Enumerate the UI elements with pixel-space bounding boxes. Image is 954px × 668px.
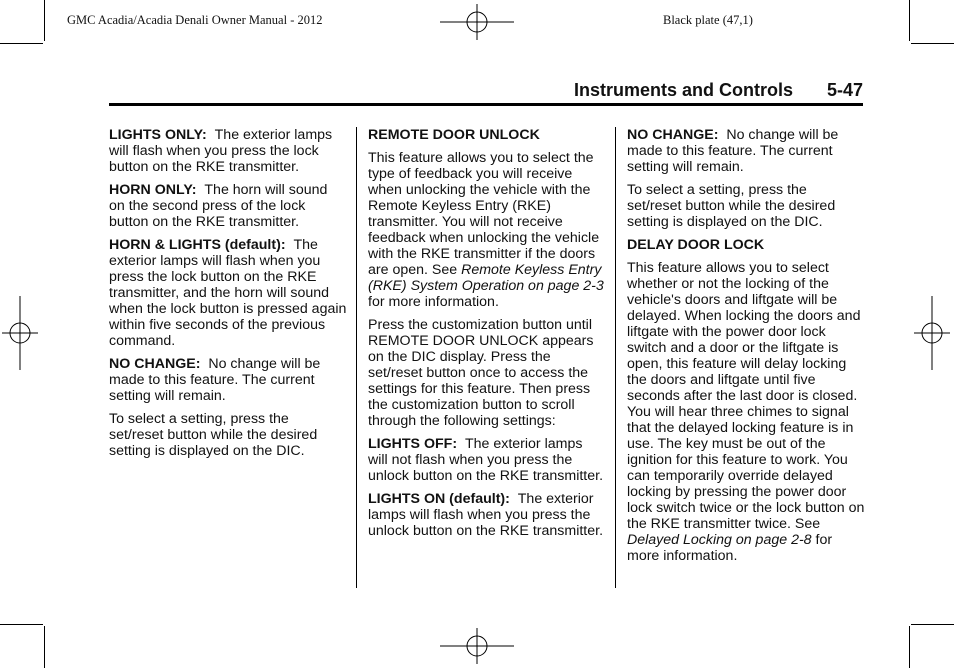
column-2 <box>368 127 606 546</box>
cross-reference-link[interactable]: Remote Keyless Entry (RKE) System Operation on page 2-3 <box>368 262 604 294</box>
paragraph <box>368 150 606 310</box>
setting-text: No change will be made to this feature. The current setting will remain. <box>627 127 839 175</box>
paragraph <box>109 356 347 404</box>
setting-text: The horn will sound on the second press of the lock button on the RKE transmitter. <box>109 182 328 230</box>
crop-mark <box>0 43 43 44</box>
crop-mark <box>0 624 43 625</box>
paragraph <box>627 182 865 230</box>
column-3 <box>627 127 865 571</box>
setting-term: NO CHANGE: <box>109 356 201 372</box>
setting-text: The exterior lamps will flash when you press the lock button on the RKE transmitter, and the horn will sound when the lock button is pressed again within five seconds of the previous command. <box>109 237 347 349</box>
body-text: To select a setting, press the set/reset button while the desired setting is displayed on the DIC. <box>627 182 836 230</box>
paragraph <box>627 127 865 175</box>
registration-mark-icon <box>914 296 950 370</box>
registration-mark-icon <box>440 4 514 40</box>
page-header <box>109 79 863 106</box>
paragraph <box>109 127 347 175</box>
setting-term: HORN & LIGHTS (default): <box>109 237 286 253</box>
paragraph <box>109 411 347 459</box>
manual-title: GMC Acadia/Acadia Denali Owner Manual - 2012 <box>67 13 323 27</box>
section-title: Instruments and Controls <box>573 80 793 100</box>
paragraph <box>109 182 347 230</box>
crop-mark <box>911 43 954 44</box>
paragraph <box>368 317 606 429</box>
column-divider <box>356 127 357 588</box>
column-divider <box>615 127 616 588</box>
body-text: This feature allows you to select the type of feedback you will receive when unlocking the vehicle with the Remote Keyless Entry (RKE) transmitter. You will not receive feedback when unlocking the vehicle with the RKE transmitter if the doors are open. See <box>368 150 600 278</box>
crop-mark <box>909 626 910 668</box>
crop-mark <box>44 0 45 41</box>
setting-text: The exterior lamps will flash when you press the unlock button on the RKE transmitter. <box>368 491 604 539</box>
crop-mark <box>909 0 910 41</box>
paragraph <box>627 260 865 564</box>
setting-text: The exterior lamps will flash when you press the lock button on the RKE transmitter. <box>109 127 333 175</box>
setting-term: LIGHTS ON (default): <box>368 491 510 507</box>
paragraph <box>627 237 865 253</box>
setting-term: LIGHTS ONLY: <box>109 127 207 143</box>
body-text: for more information. <box>627 532 833 564</box>
body-text: To select a setting, press the set/reset button while the desired setting is displayed on the DIC. <box>109 411 318 459</box>
setting-term: HORN ONLY: <box>109 182 197 198</box>
setting-term: LIGHTS OFF: <box>368 436 458 452</box>
setting-text: The exterior lamps will not flash when you press the unlock button on the RKE transmitter. <box>368 436 604 484</box>
registration-mark-icon <box>440 628 514 664</box>
column-1 <box>109 127 347 466</box>
paragraph <box>368 127 606 143</box>
plate-label: Black plate (47,1) <box>663 13 753 27</box>
paragraph <box>109 237 347 349</box>
paragraph <box>368 436 606 484</box>
section-heading: REMOTE DOOR UNLOCK <box>368 127 540 143</box>
body-text: for more information. <box>368 294 499 310</box>
setting-term: NO CHANGE: <box>627 127 719 143</box>
crop-mark <box>911 624 954 625</box>
page-number: 5-47 <box>826 80 863 100</box>
registration-mark-icon <box>2 296 38 370</box>
paragraph <box>368 491 606 539</box>
section-heading: DELAY DOOR LOCK <box>627 237 765 253</box>
setting-text: No change will be made to this feature. The current setting will remain. <box>109 356 321 404</box>
crop-mark <box>44 626 45 668</box>
body-text: This feature allows you to select whether or not the locking of the vehicle's doors and liftgate will be delayed. When locking the doors and liftgate with the power door lock switch and a door or the liftgate is open, this feature will delay locking the doors and liftgate until five seconds after the last door is closed. You will hear three chimes to signal that the delayed locking feature is in use. The key must be out of the ignition for this feature to work. You can temporarily override delayed locking by pressing the power door lock switch twice or the lock button on the RKE transmitter twice. See <box>627 260 865 532</box>
body-text: Press the customization button until REMOTE DOOR UNLOCK appears on the DIC display. Press the set/reset button once to access the settings for this feature. Then press the customization button to scroll through the following settings: <box>368 317 594 429</box>
cross-reference-link[interactable]: Delayed Locking on page 2-8 <box>627 532 812 548</box>
